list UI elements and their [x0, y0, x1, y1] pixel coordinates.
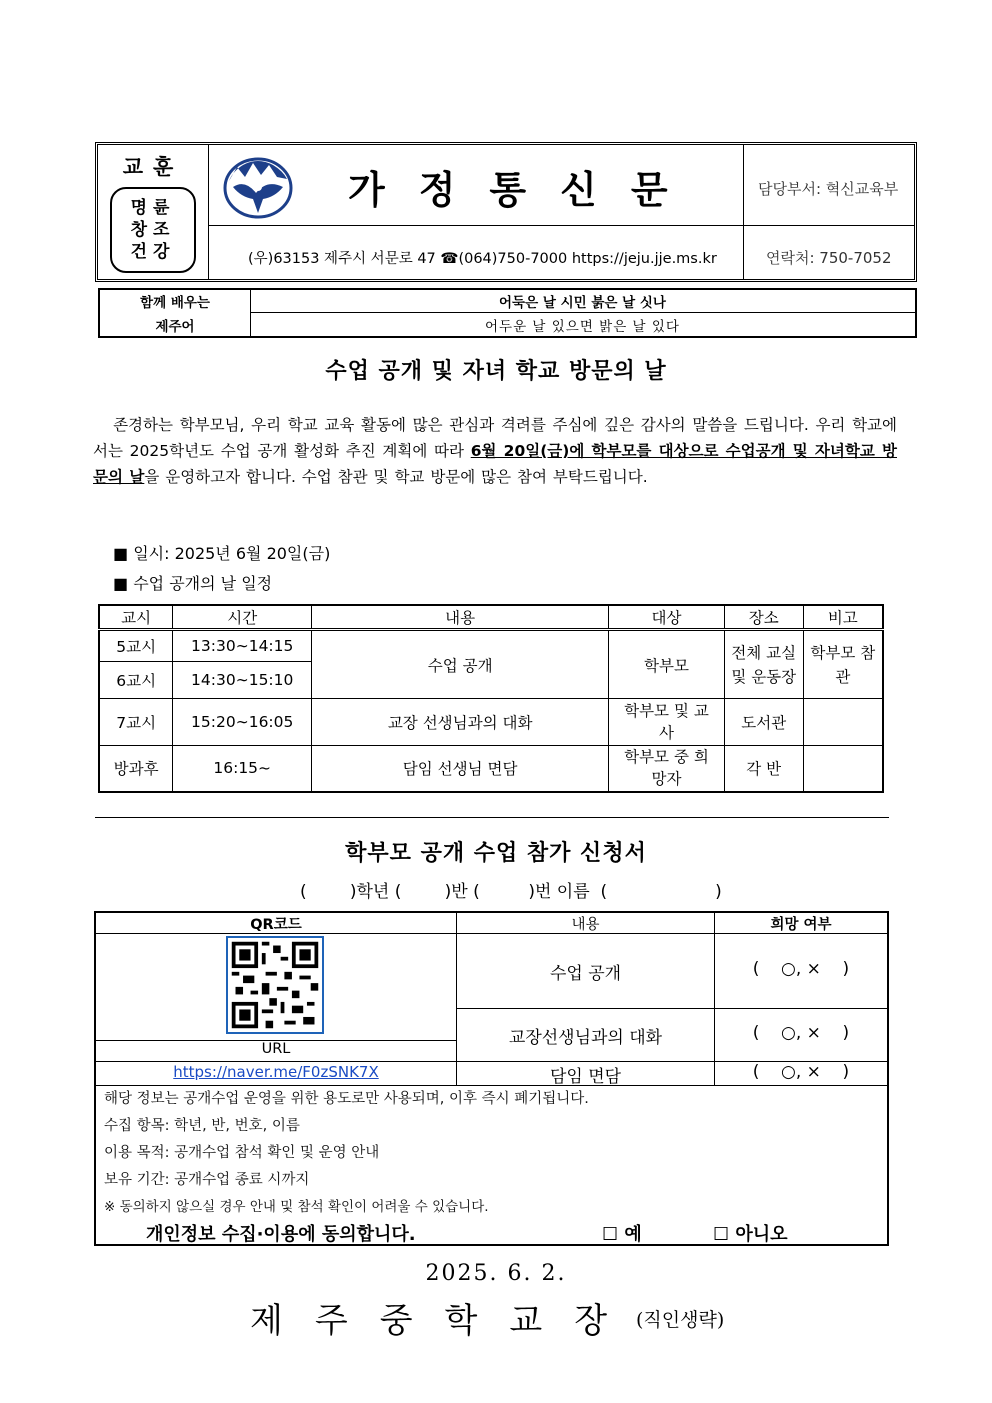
table-row: [99, 699, 883, 746]
time-cell: 14:30∼15:10: [173, 662, 312, 699]
time-cell: 16:15~: [173, 746, 312, 792]
contact-number: 연락처: 750-7052: [766, 249, 892, 267]
period-cell: 7교시: [99, 699, 173, 746]
period-cell: 5교시: [99, 630, 173, 662]
target-cell: 학부모: [609, 630, 725, 699]
choice-field[interactable]: ( ○, × ): [752, 1023, 850, 1043]
principal-name: 제주중학교장: [250, 1301, 640, 1341]
event-date: ■ 일시: 2025년 6월 20일(금): [113, 544, 331, 563]
place-cell: 각 반: [724, 746, 803, 792]
notice-title: 수업 공개 및 자녀 학교 방문의 날: [325, 359, 667, 384]
table-header-row: [99, 605, 883, 630]
paragraph-text: 을 운영하고자 합니다. 수업 참관 및 학교 방문에 많은 참여 부탁드립니다.: [144, 468, 648, 486]
column-header: 내용: [312, 605, 609, 630]
standard-phrase: 어두운 날 있으면 밝은 날 있다: [485, 319, 680, 335]
preference-header: 희망 여부: [770, 917, 832, 933]
department: 담당부서: 혁신교육부: [758, 180, 899, 198]
period-cell: 6교시: [99, 662, 173, 699]
newsletter-header: [95, 142, 917, 282]
column-header: 시간: [173, 605, 312, 630]
issue-date: 2025. 6. 2.: [425, 1261, 567, 1286]
motto-line: 창조: [130, 220, 176, 240]
dialect-label: 제주어: [155, 319, 195, 335]
seal-note: (직인생략): [636, 1309, 725, 1331]
newsletter-title: 가정통신문: [348, 167, 702, 212]
application-form: [94, 911, 889, 1246]
motto-line: 건강: [130, 242, 176, 262]
paragraph-highlight: 6월 20일(금)에 학부모를 대상으로 수업공개 및 자녀학교 방문의 날: [93, 442, 897, 486]
item-class-open: 수업 공개: [549, 964, 622, 984]
qr-header: QR코드: [250, 917, 302, 933]
note-cell: 학부모 참관: [803, 630, 883, 699]
content-header: 내용: [571, 917, 600, 933]
consent-notice: ※ 동의하지 않으실 경우 안내 및 참석 확인이 어려울 수 있습니다.: [104, 1199, 489, 1215]
note-cell: [803, 699, 883, 746]
content-cell: 수업 공개: [312, 630, 609, 699]
qr-code-icon: [226, 936, 324, 1034]
consent-yes-checkbox[interactable]: ☐ 예: [602, 1224, 642, 1245]
time-cell: 13:30∼14:15: [173, 630, 312, 662]
choice-field[interactable]: ( ○, × ): [752, 1062, 850, 1082]
jeju-dialect-box: [98, 288, 917, 338]
column-header: 비고: [803, 605, 883, 630]
school-address: (우)63153 제주시 서문로 47 ☎(064)750-7000 https://jeju.jje.ms.kr: [248, 251, 717, 267]
consent-line: 이용 목적: 공개수업 참석 확인 및 운영 안내: [104, 1145, 380, 1161]
motto-line: 명륜: [130, 198, 176, 218]
school-emblem-icon: [223, 157, 293, 219]
url-label: URL: [261, 1041, 291, 1057]
consent-line: 보유 기간: 공개수업 종료 시까지: [104, 1172, 310, 1188]
dialect-phrase: 어둑은 날 시민 붉은 날 싯나: [499, 295, 666, 311]
paragraph-text: 존경하는 학부모님, 우리 학교 교육 활동에 많은 관심과 격려를 주심에 깊은 감사의 말씀을 드립니다. 우리 학교에서는 2025학년도 수업 공개 활성화 추진 계획에 따라: [93, 416, 897, 460]
time-cell: 15:20∼16:05: [173, 699, 312, 746]
item-teacher-meeting: 담임 면담: [549, 1067, 622, 1087]
consent-line: 해당 정보는 공개수업 운영을 위한 용도로만 사용되며, 이후 즉시 폐기됩니다.: [104, 1091, 589, 1107]
table-row: [99, 746, 883, 792]
target-cell: 학부모 및 교사: [609, 699, 725, 746]
content-cell: 교장 선생님과의 대화: [312, 699, 609, 746]
consent-no-checkbox[interactable]: ☐ 아니오: [713, 1224, 788, 1245]
student-info-line: ( )학년 ( )반 ( )번 이름 ( ): [300, 882, 722, 902]
application-title: 학부모 공개 수업 참가 신청서: [345, 841, 647, 866]
schedule-table: [98, 604, 884, 793]
period-cell: 방과후: [99, 746, 173, 792]
content-cell: 담임 선생님 면담: [312, 746, 609, 792]
place-cell: 전체 교실 및 운동장: [724, 630, 803, 699]
dialect-label: 함께 배우는: [140, 295, 210, 311]
notice-paragraph: [93, 412, 897, 490]
section-divider: [95, 817, 889, 818]
choice-field[interactable]: ( ○, × ): [752, 959, 850, 979]
place-cell: 도서관: [724, 699, 803, 746]
motto-title: 교훈: [122, 155, 184, 179]
column-header: 대상: [609, 605, 725, 630]
application-url-link[interactable]: https://naver.me/F0zSNK7X: [173, 1063, 379, 1081]
consent-line: 수집 항목: 학년, 반, 번호, 이름: [104, 1118, 300, 1134]
schedule-heading: ■ 수업 공개의 날 일정: [113, 574, 273, 593]
note-cell: [803, 746, 883, 792]
table-row: [99, 630, 883, 662]
consent-agree-text: 개인정보 수집·이용에 동의합니다.: [146, 1224, 416, 1245]
motto-box: [110, 187, 196, 273]
column-header: 교시: [99, 605, 173, 630]
target-cell: 학부모 중 희망자: [609, 746, 725, 792]
column-header: 장소: [724, 605, 803, 630]
item-principal-talk: 교장선생님과의 대화: [508, 1028, 663, 1048]
